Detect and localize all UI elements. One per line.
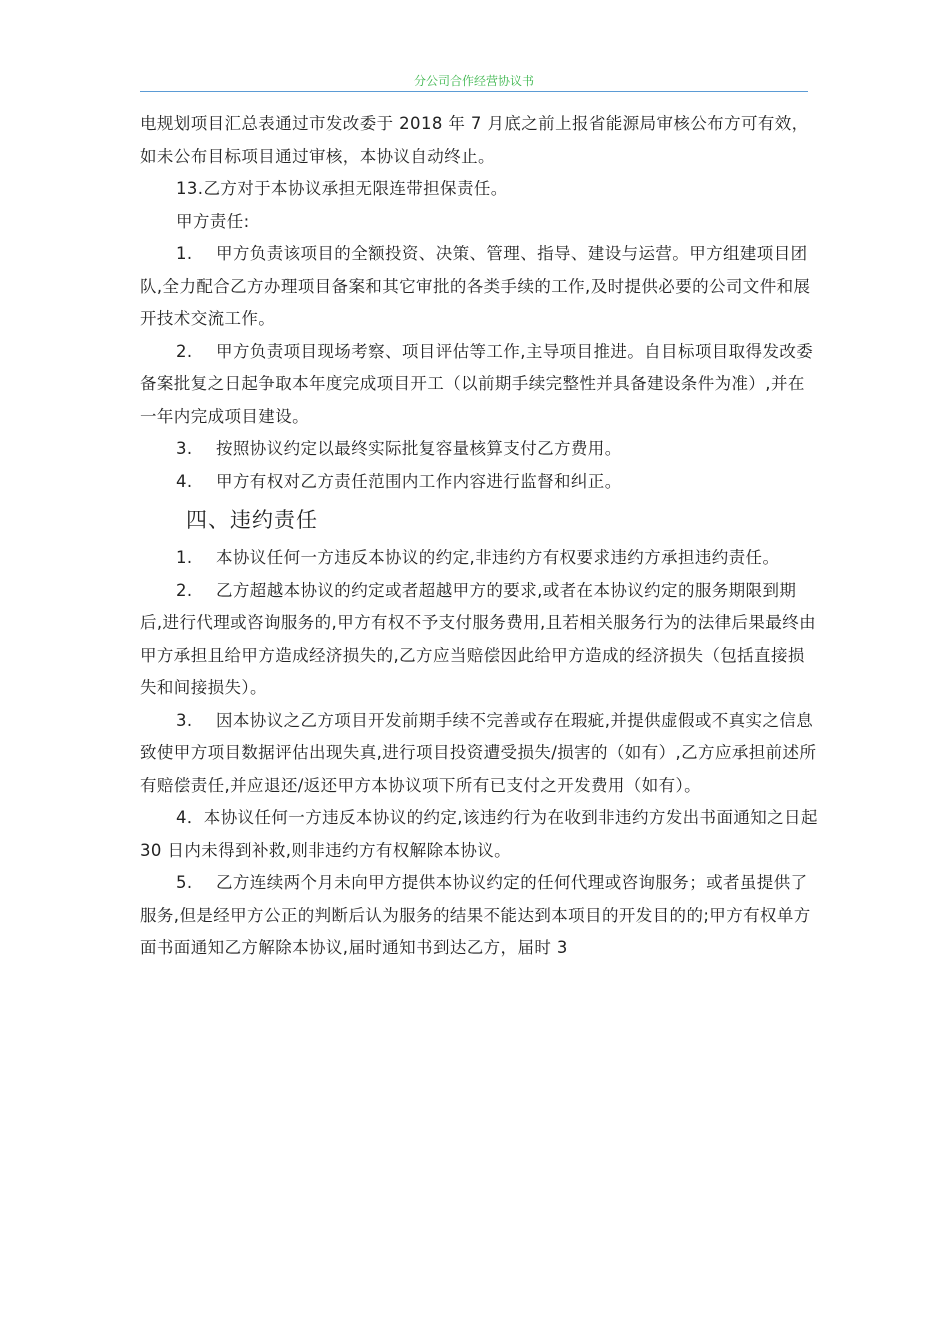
list-number: 3. xyxy=(176,710,193,730)
section-heading: 四、违约责任 xyxy=(186,508,318,532)
list-text: 甲方负责项目现场考察、项目评估等工作,主导项目推进。自目标项目取得发改委备案批复之日起争取本年度完成项目开工（以前期手续完整性并具备建设条件为准）,并在一年内完成项目建设。 xyxy=(140,341,814,426)
list-item xyxy=(140,238,818,336)
list-number: 3. xyxy=(176,439,193,458)
list-number: 1. xyxy=(176,244,193,263)
page-header-title: 分公司合作经营协议书 xyxy=(413,74,534,88)
document-body xyxy=(140,108,818,965)
list-text: 乙方超越本协议的约定或者超越甲方的要求,或者在本协议约定的服务期限到期后,进行代理或咨询服务的,甲方有权不予支付服务费用,且若相关服务行为的法律后果最终由甲方承担且给甲方造成经济损失的,乙方应当赔偿因此给甲方造成的经济损失（包括直接损失和间接损失）。 xyxy=(140,580,817,697)
list-text: 因本协议之乙方项目开发前期手续不完善或存在瑕疵,并提供虚假或不真实之信息致使甲方项目数据评估出现失真,进行项目投资遭受损失/损害的（如有）,乙方应承担前述所有赔偿责任,并应退还/返还甲方本协议项下所有已支付之开发费用（如有）。 xyxy=(140,710,817,795)
list-text: 按照协议约定以最终实际批复容量核算支付乙方费用。 xyxy=(216,439,622,458)
list-text: 乙方连续两个月未向甲方提供本协议约定的任何代理或咨询服务；或者虽提供了服务,但是经甲方公正的判断后认为服务的结果不能达到本项目的开发目的的;甲方有权单方面书面通知乙方解除本协议,届时通知书到达乙方，届时 3 xyxy=(140,873,811,957)
header-divider xyxy=(140,91,808,92)
list-item xyxy=(140,336,818,434)
list-text: 甲方有权对乙方责任范围内工作内容进行监督和纠正。 xyxy=(216,471,622,491)
list-item xyxy=(140,867,818,965)
list-item xyxy=(140,466,818,499)
list-item xyxy=(140,575,818,705)
list-number: 5. xyxy=(176,873,193,892)
list-number: 4. xyxy=(176,471,193,491)
list-item xyxy=(140,433,818,466)
list-item: 4．本协议任何一方违反本协议的约定,该违约行为在收到非违约方发出书面通知之日起 30 日内未得到补救,则非违约方有权解除本协议。 xyxy=(140,808,818,860)
list-item xyxy=(140,542,818,575)
list-text: 甲方负责该项目的全额投资、决策、管理、指导、建设与运营。甲方组建项目团队,全力配合乙方办理项目备案和其它审批的各类手续的工作,及时提供必要的公司文件和展开技术交流工作。 xyxy=(140,244,811,328)
paragraph: 电规划项目汇总表通过市发改委于 2018 年 7 月底之前上报省能源局审核公布方可有效，如未公布目标项目通过审核，本协议自动终止。 xyxy=(140,114,809,166)
list-text: 本协议任何一方违反本协议的约定,非违约方有权要求违约方承担违约责任。 xyxy=(216,548,780,567)
paragraph-heading: 甲方责任: xyxy=(176,211,250,231)
list-item xyxy=(140,705,818,803)
paragraph: 13.乙方对于本协议承担无限连带担保责任。 xyxy=(176,179,508,198)
list-number: 1. xyxy=(176,548,193,567)
list-number: 2. xyxy=(176,341,193,361)
list-number: 2. xyxy=(176,580,193,600)
